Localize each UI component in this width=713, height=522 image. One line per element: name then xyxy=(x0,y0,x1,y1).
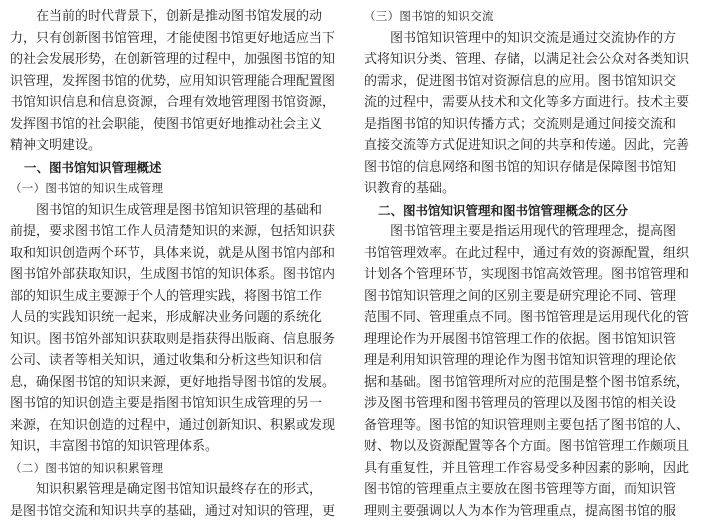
text-line: 公司、读者等相关知识，通过收集和分析这些知识和信 xyxy=(10,350,340,372)
text-line: 人员的实践知识统一起来，形成解决业务问题的系统化 xyxy=(10,307,340,329)
text-line: 财、物以及资源配置等各个方面。图书馆管理工作颇项且 xyxy=(364,436,689,458)
text-line: 来源，在知识创造的过程中，通过创新知识、积累或发现 xyxy=(10,415,340,437)
text-line: 息，确保图书馆的知识来源，更好地指导图书馆的发展。 xyxy=(10,372,340,394)
text-line: 知识积累管理是确定图书馆知识最终存在的形式， xyxy=(10,479,340,501)
text-line: 式将知识分类、管理、存储，以满足社会公众对各类知识 xyxy=(364,49,689,71)
text-line: 图书馆知识管理之间的区别主要是研究理论不同、管理 xyxy=(364,286,689,308)
text-line: 知识。图书馆外部知识获取则是指获得出版商、信息服务 xyxy=(10,329,340,351)
left-column xyxy=(10,6,340,522)
section-heading: 二、图书馆知识管理和图书馆管理概念的区分 xyxy=(364,200,689,222)
text-line: 知识，丰富图书馆的知识管理体系。 xyxy=(10,436,340,458)
text-line: 前提，要求图书馆工作人员清楚知识的来源，包括知识获 xyxy=(10,221,340,243)
text-line: 图书馆管理主要是指运用现代的管理理念，提高图 xyxy=(364,221,689,243)
text-line: 识教育的基础。 xyxy=(364,178,689,200)
text-line: 理则主要强调以人为本作为管理重点，提高图书馆的服 xyxy=(364,501,689,522)
subsection-heading: （二）图书馆的知识积累管理 xyxy=(10,458,340,480)
text-line: 据和基础。图书馆管理所对应的范围是整个图书馆系统， xyxy=(364,372,689,394)
text-line: 取和知识创造两个环节，具体来说，就是从图书馆内部和 xyxy=(10,243,340,265)
text-line: 涉及图书管理和图书管理员的管理以及图书馆的相关设 xyxy=(364,393,689,415)
text-line: 是指图书馆的知识传播方式；交流则是通过间接交流和 xyxy=(364,114,689,136)
text-line: 流的过程中，需要从技术和文化等多方面进行。技术主要 xyxy=(364,92,689,114)
text-line: 计划各个管理环节，实现图书馆高效管理。图书馆管理和 xyxy=(364,264,689,286)
section-heading: 一、图书馆知识管理概述 xyxy=(10,157,340,179)
text-line: 具有重复性，并且管理工作容易受多种因素的影响，因此 xyxy=(364,458,689,480)
text-line: 图书馆的知识创造主要是指图书馆知识生成管理的另一 xyxy=(10,393,340,415)
text-line: 图书馆的管理重点主要放在图书管理等方面，而知识管 xyxy=(364,479,689,501)
text-line: 是图书馆交流和知识共享的基础，通过对知识的管理，更 xyxy=(10,501,340,522)
text-line: 的社会发展形势，在创新管理的过程中，加强图书馆的知 xyxy=(10,49,340,71)
text-line: 图书馆的知识生成管理是图书馆知识管理的基础和 xyxy=(10,200,340,222)
text-line: 图书馆外部获取知识，生成图书馆的知识体系。图书馆内 xyxy=(10,264,340,286)
text-line: 的需求，促进图书馆对资源信息的应用。图书馆知识交 xyxy=(364,71,689,93)
text-line: 发挥图书馆的社会职能，使图书馆更好地推动社会主义 xyxy=(10,114,340,136)
text-line: 精神文明建设。 xyxy=(10,135,340,157)
text-line: 图书馆知识管理中的知识交流是通过交流协作的方 xyxy=(364,28,689,50)
right-column xyxy=(364,6,689,522)
text-line: 范围不同、管理重点不同。图书馆管理是运用现代化的管 xyxy=(364,307,689,329)
text-line: 理是利用知识管理的理论作为图书馆知识管理的理论依 xyxy=(364,350,689,372)
text-line: 备管理等。图书馆的知识管理则主要包括了图书馆的人、 xyxy=(364,415,689,437)
text-line: 书馆管理效率。在此过程中，通过有效的资源配置，组织 xyxy=(364,243,689,265)
text-line: 在当前的时代背景下，创新是推动图书馆发展的动 xyxy=(10,6,340,28)
subsection-heading: （一）图书馆的知识生成管理 xyxy=(10,178,340,200)
text-line: 力，只有创新图书馆管理，才能使图书馆更好地适应当下 xyxy=(10,28,340,50)
text-line: 书馆知识信息和信息资源，合理有效地管理图书馆资源， xyxy=(10,92,340,114)
text-line: 理理论作为开展图书馆管理工作的依据。图书馆知识管 xyxy=(364,329,689,351)
text-line: 部的知识生成主要源于个人的管理实践，将图书馆工作 xyxy=(10,286,340,308)
text-line: 图书馆的信息网络和图书馆的知识存储是保障图书馆知 xyxy=(364,157,689,179)
subsection-heading: （三）图书馆的知识交流 xyxy=(364,6,689,28)
text-line: 识管理，发挥图书馆的优势，应用知识管理能合理配置图 xyxy=(10,71,340,93)
text-line: 直接交流等方式促进知识之间的共享和传递。因此，完善 xyxy=(364,135,689,157)
